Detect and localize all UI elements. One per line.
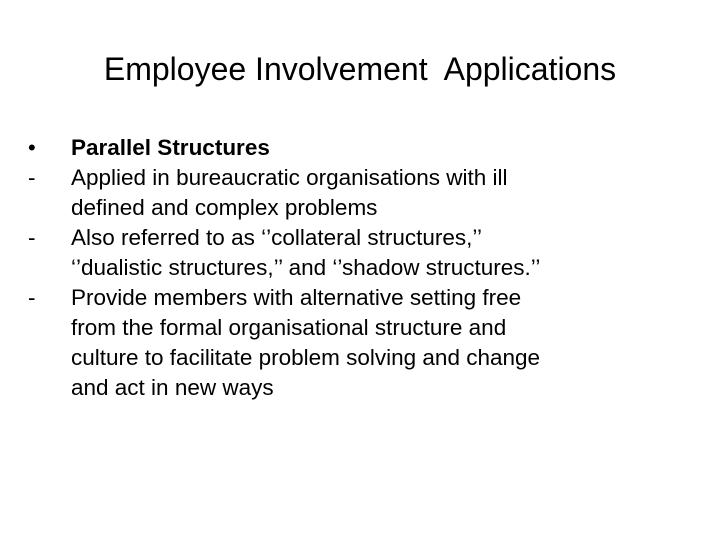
bullet-marker: • [28, 135, 36, 160]
sub-point-line: Applied in bureaucratic organisations with ill [71, 165, 508, 190]
sub-point-3 [28, 283, 688, 403]
bullet-heading-text: Parallel Structures [71, 135, 270, 160]
sub-point-2 [28, 223, 688, 283]
slide-content [28, 133, 688, 403]
sub-point-line: defined and complex problems [71, 195, 378, 220]
sub-point-line: ‘’dualistic structures,’’ and ‘’shadow structures.’’ [71, 255, 541, 280]
dash-marker: - [28, 285, 36, 310]
sub-point-line: Also referred to as ‘’collateral structures,’’ [71, 225, 482, 250]
sub-point-line: from the formal organisational structure and [71, 315, 507, 340]
sub-point-line: Provide members with alternative setting free [71, 285, 522, 310]
sub-point-line: culture to facilitate problem solving and change [71, 345, 541, 370]
dash-marker: - [28, 225, 36, 250]
sub-point-line: and act in new ways [71, 375, 274, 400]
dash-marker: - [28, 165, 36, 190]
sub-point-1 [28, 163, 688, 223]
slide-title: Employee Involvement Applications [103, 51, 617, 87]
bullet-heading [28, 133, 688, 163]
